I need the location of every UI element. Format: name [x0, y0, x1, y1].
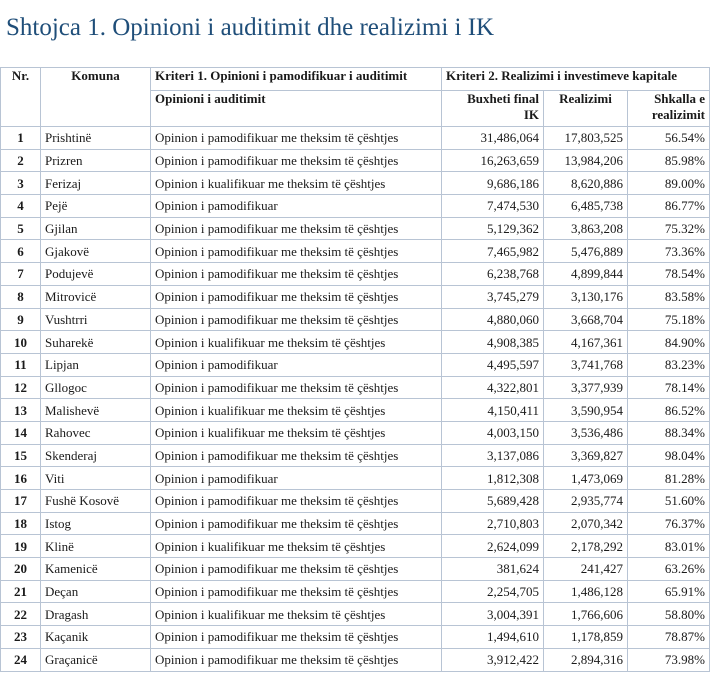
- row-realizimi: 241,427: [544, 558, 628, 581]
- row-shkalla: 81.28%: [628, 467, 710, 490]
- row-opinion: Opinion i pamodifikuar me theksim të çështjes: [151, 580, 442, 603]
- table-row: [1, 376, 710, 399]
- row-shkalla: 84.90%: [628, 331, 710, 354]
- header-shkalla: Shkalla e realizimit: [628, 91, 710, 127]
- row-opinion: Opinion i pamodifikuar me theksim të çështjes: [151, 240, 442, 263]
- row-nr: 2: [1, 149, 41, 172]
- header-buxheti: Buxheti final IK: [442, 91, 544, 127]
- row-opinion: Opinion i pamodifikuar me theksim të çështjes: [151, 149, 442, 172]
- row-komuna: Viti: [41, 467, 151, 490]
- row-komuna: Deçan: [41, 580, 151, 603]
- row-nr: 10: [1, 331, 41, 354]
- row-opinion: Opinion i kualifikuar me theksim të çështjes: [151, 535, 442, 558]
- row-komuna: Vushtrri: [41, 308, 151, 331]
- row-opinion: Opinion i kualifikuar me theksim të çështjes: [151, 172, 442, 195]
- row-komuna: Klinë: [41, 535, 151, 558]
- table-row: [1, 127, 710, 150]
- row-realizimi: 3,369,827: [544, 444, 628, 467]
- row-shkalla: 76.37%: [628, 512, 710, 535]
- row-buxheti: 6,238,768: [442, 263, 544, 286]
- row-nr: 1: [1, 127, 41, 150]
- row-komuna: Lipjan: [41, 353, 151, 376]
- row-shkalla: 65.91%: [628, 580, 710, 603]
- row-komuna: Istog: [41, 512, 151, 535]
- row-opinion: Opinion i pamodifikuar: [151, 467, 442, 490]
- row-realizimi: 3,741,768: [544, 353, 628, 376]
- row-realizimi: 2,070,342: [544, 512, 628, 535]
- table-row: [1, 308, 710, 331]
- row-nr: 21: [1, 580, 41, 603]
- row-realizimi: 8,620,886: [544, 172, 628, 195]
- row-komuna: Graçanicë: [41, 648, 151, 671]
- table-row: [1, 217, 710, 240]
- row-realizimi: 4,899,844: [544, 263, 628, 286]
- row-realizimi: 3,130,176: [544, 285, 628, 308]
- row-komuna: Mitrovicë: [41, 285, 151, 308]
- row-realizimi: 1,766,606: [544, 603, 628, 626]
- table-row: [1, 353, 710, 376]
- row-buxheti: 2,254,705: [442, 580, 544, 603]
- row-nr: 18: [1, 512, 41, 535]
- table-row: [1, 172, 710, 195]
- row-komuna: Podujevë: [41, 263, 151, 286]
- row-realizimi: 3,536,486: [544, 421, 628, 444]
- audit-table: [0, 67, 710, 672]
- table-row: [1, 580, 710, 603]
- row-komuna: Rahovec: [41, 421, 151, 444]
- row-opinion: Opinion i pamodifikuar me theksim të çështjes: [151, 648, 442, 671]
- table-row: [1, 444, 710, 467]
- row-opinion: Opinion i pamodifikuar me theksim të çështjes: [151, 444, 442, 467]
- row-buxheti: 1,494,610: [442, 626, 544, 649]
- row-nr: 20: [1, 558, 41, 581]
- row-nr: 22: [1, 603, 41, 626]
- row-komuna: Prizren: [41, 149, 151, 172]
- row-shkalla: 75.18%: [628, 308, 710, 331]
- row-buxheti: 4,880,060: [442, 308, 544, 331]
- row-realizimi: 1,178,859: [544, 626, 628, 649]
- table-row: [1, 648, 710, 671]
- row-nr: 7: [1, 263, 41, 286]
- row-buxheti: 1,812,308: [442, 467, 544, 490]
- row-nr: 14: [1, 421, 41, 444]
- row-opinion: Opinion i pamodifikuar me theksim të çështjes: [151, 626, 442, 649]
- row-komuna: Malishevë: [41, 399, 151, 422]
- row-komuna: Gllogoc: [41, 376, 151, 399]
- row-nr: 17: [1, 490, 41, 513]
- table-row: [1, 240, 710, 263]
- row-realizimi: 3,863,208: [544, 217, 628, 240]
- row-opinion: Opinion i kualifikuar me theksim të çështjes: [151, 331, 442, 354]
- page-title: Shtojca 1. Opinioni i auditimit dhe realizimi i IK: [6, 14, 495, 41]
- table-row: [1, 490, 710, 513]
- row-buxheti: 7,474,530: [442, 195, 544, 218]
- row-nr: 8: [1, 285, 41, 308]
- row-opinion: Opinion i pamodifikuar: [151, 195, 442, 218]
- row-opinion: Opinion i pamodifikuar: [151, 353, 442, 376]
- row-komuna: Kamenicë: [41, 558, 151, 581]
- row-shkalla: 58.80%: [628, 603, 710, 626]
- row-realizimi: 17,803,525: [544, 127, 628, 150]
- row-buxheti: 31,486,064: [442, 127, 544, 150]
- row-buxheti: 5,689,428: [442, 490, 544, 513]
- row-shkalla: 63.26%: [628, 558, 710, 581]
- row-shkalla: 89.00%: [628, 172, 710, 195]
- row-opinion: Opinion i pamodifikuar me theksim të çështjes: [151, 308, 442, 331]
- row-komuna: Suharekë: [41, 331, 151, 354]
- row-nr: 11: [1, 353, 41, 376]
- table-row: [1, 399, 710, 422]
- row-nr: 12: [1, 376, 41, 399]
- row-realizimi: 3,668,704: [544, 308, 628, 331]
- table-row: [1, 421, 710, 444]
- table-row: [1, 285, 710, 308]
- row-nr: 3: [1, 172, 41, 195]
- row-komuna: Skenderaj: [41, 444, 151, 467]
- row-realizimi: 1,473,069: [544, 467, 628, 490]
- header-komuna: Komuna: [41, 68, 151, 127]
- row-shkalla: 86.77%: [628, 195, 710, 218]
- header-nr: Nr.: [1, 68, 41, 127]
- row-nr: 5: [1, 217, 41, 240]
- row-realizimi: 3,590,954: [544, 399, 628, 422]
- row-shkalla: 83.58%: [628, 285, 710, 308]
- row-komuna: Fushë Kosovë: [41, 490, 151, 513]
- row-komuna: Gjakovë: [41, 240, 151, 263]
- row-opinion: Opinion i kualifikuar me theksim të çështjes: [151, 399, 442, 422]
- row-opinion: Opinion i pamodifikuar me theksim të çështjes: [151, 490, 442, 513]
- table-row: [1, 467, 710, 490]
- row-nr: 16: [1, 467, 41, 490]
- row-shkalla: 78.87%: [628, 626, 710, 649]
- row-shkalla: 83.23%: [628, 353, 710, 376]
- row-opinion: Opinion i pamodifikuar me theksim të çështjes: [151, 263, 442, 286]
- row-realizimi: 13,984,206: [544, 149, 628, 172]
- table-row: [1, 263, 710, 286]
- row-buxheti: 4,495,597: [442, 353, 544, 376]
- row-opinion: Opinion i kualifikuar me theksim të çështjes: [151, 421, 442, 444]
- table-row: [1, 558, 710, 581]
- row-realizimi: 5,476,889: [544, 240, 628, 263]
- table-row: [1, 512, 710, 535]
- header-kriteri1: Kriteri 1. Opinioni i pamodifikuar i auditimit: [151, 68, 442, 91]
- row-realizimi: 4,167,361: [544, 331, 628, 354]
- row-buxheti: 381,624: [442, 558, 544, 581]
- row-opinion: Opinion i kualifikuar me theksim të çështjes: [151, 603, 442, 626]
- table-row: [1, 149, 710, 172]
- row-buxheti: 9,686,186: [442, 172, 544, 195]
- table-row: [1, 195, 710, 218]
- row-realizimi: 2,935,774: [544, 490, 628, 513]
- row-shkalla: 85.98%: [628, 149, 710, 172]
- row-nr: 15: [1, 444, 41, 467]
- header-kriteri2: Kriteri 2. Realizimi i investimeve kapitale: [442, 68, 710, 91]
- row-shkalla: 88.34%: [628, 421, 710, 444]
- table-row: [1, 626, 710, 649]
- header-realizimi: Realizimi: [544, 91, 628, 127]
- row-buxheti: 4,322,801: [442, 376, 544, 399]
- row-buxheti: 3,137,086: [442, 444, 544, 467]
- row-realizimi: 2,178,292: [544, 535, 628, 558]
- row-komuna: Prishtinë: [41, 127, 151, 150]
- row-nr: 19: [1, 535, 41, 558]
- row-buxheti: 4,908,385: [442, 331, 544, 354]
- row-buxheti: 3,745,279: [442, 285, 544, 308]
- table-row: [1, 603, 710, 626]
- row-komuna: Dragash: [41, 603, 151, 626]
- row-opinion: Opinion i pamodifikuar me theksim të çështjes: [151, 285, 442, 308]
- row-shkalla: 75.32%: [628, 217, 710, 240]
- row-shkalla: 56.54%: [628, 127, 710, 150]
- row-shkalla: 78.54%: [628, 263, 710, 286]
- row-nr: 6: [1, 240, 41, 263]
- row-realizimi: 1,486,128: [544, 580, 628, 603]
- table-row: [1, 535, 710, 558]
- row-shkalla: 73.98%: [628, 648, 710, 671]
- row-buxheti: 7,465,982: [442, 240, 544, 263]
- row-shkalla: 51.60%: [628, 490, 710, 513]
- row-realizimi: 2,894,316: [544, 648, 628, 671]
- row-opinion: Opinion i pamodifikuar me theksim të çështjes: [151, 127, 442, 150]
- row-buxheti: 4,150,411: [442, 399, 544, 422]
- row-shkalla: 86.52%: [628, 399, 710, 422]
- row-nr: 24: [1, 648, 41, 671]
- row-komuna: Pejë: [41, 195, 151, 218]
- row-buxheti: 3,004,391: [442, 603, 544, 626]
- row-komuna: Kaçanik: [41, 626, 151, 649]
- row-nr: 4: [1, 195, 41, 218]
- row-nr: 13: [1, 399, 41, 422]
- row-buxheti: 2,624,099: [442, 535, 544, 558]
- row-nr: 23: [1, 626, 41, 649]
- row-shkalla: 73.36%: [628, 240, 710, 263]
- row-realizimi: 3,377,939: [544, 376, 628, 399]
- row-opinion: Opinion i pamodifikuar me theksim të çështjes: [151, 558, 442, 581]
- row-shkalla: 83.01%: [628, 535, 710, 558]
- row-komuna: Gjilan: [41, 217, 151, 240]
- header-opinioni: Opinioni i auditimit: [151, 91, 442, 127]
- row-nr: 9: [1, 308, 41, 331]
- row-buxheti: 5,129,362: [442, 217, 544, 240]
- row-opinion: Opinion i pamodifikuar me theksim të çështjes: [151, 217, 442, 240]
- row-buxheti: 3,912,422: [442, 648, 544, 671]
- row-opinion: Opinion i pamodifikuar me theksim të çështjes: [151, 512, 442, 535]
- row-buxheti: 16,263,659: [442, 149, 544, 172]
- row-komuna: Ferizaj: [41, 172, 151, 195]
- table-row: [1, 331, 710, 354]
- row-shkalla: 98.04%: [628, 444, 710, 467]
- row-buxheti: 2,710,803: [442, 512, 544, 535]
- row-buxheti: 4,003,150: [442, 421, 544, 444]
- row-opinion: Opinion i pamodifikuar me theksim të çështjes: [151, 376, 442, 399]
- row-realizimi: 6,485,738: [544, 195, 628, 218]
- row-shkalla: 78.14%: [628, 376, 710, 399]
